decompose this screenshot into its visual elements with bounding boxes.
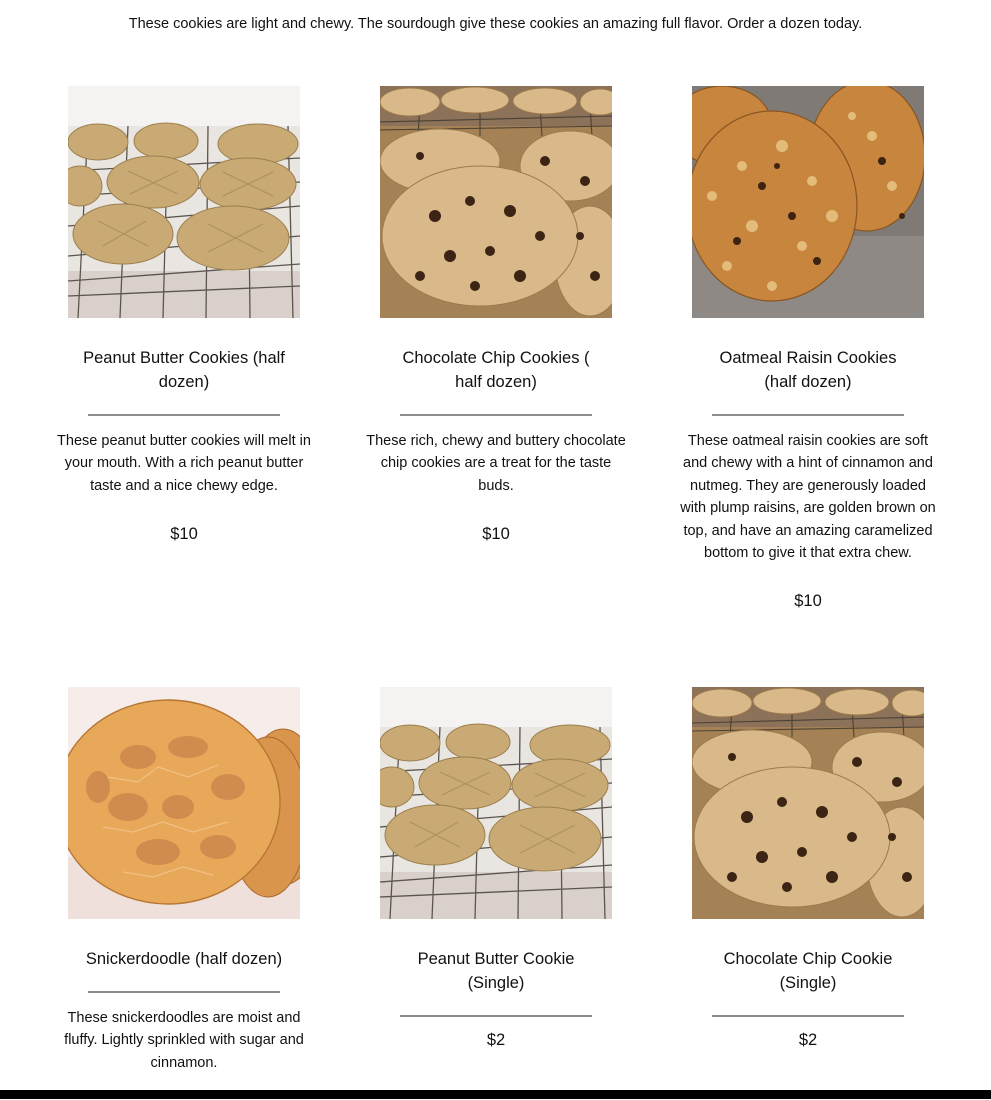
divider [712,1015,904,1017]
product-price: $10 [794,592,822,611]
divider [712,414,904,416]
product-card [340,687,652,1051]
product-title[interactable]: Chocolate Chip Cookies ( half dozen) [402,349,590,391]
product-image-chocolate-chip[interactable] [380,86,612,318]
product-image-chocolate-chip[interactable] [692,687,924,919]
product-price: $2 [798,1031,818,1049]
divider [400,414,592,416]
product-card [652,86,964,612]
product-description: These rich, chewy and buttery chocolate chip cookies are a treat for the taste buds. [366,433,626,494]
footer-bar [0,1090,991,1099]
product-title[interactable]: Oatmeal Raisin Cookies (half dozen) [719,349,897,391]
product-price: $10 [482,525,510,544]
intro-text: These cookies are light and chewy. The sourdough give these cookies an amazing full flavor. Order a dozen today. [128,16,863,32]
product-title[interactable]: Snickerdoodle (half dozen) [85,950,283,968]
product-card [28,687,340,1100]
product-price: $2 [486,1031,506,1049]
product-price: $10 [170,525,198,544]
product-image-peanut-butter[interactable] [68,86,300,318]
product-description: These oatmeal raisin cookies are soft and chewy with a hint of cinnamon and nutmeg. They are generously loaded with plump raisins, are golden brown on top, and have an amazing caramelized bottom to give it that extra chew. [680,433,936,562]
product-image-oatmeal-raisin[interactable] [692,86,924,318]
product-card [28,86,340,545]
divider [400,1015,592,1017]
divider [88,414,280,416]
product-image-peanut-butter[interactable] [380,687,612,919]
divider [88,991,280,993]
product-description: These snickerdoodles are moist and fluffy. Lightly sprinkled with sugar and cinnamon. [64,1010,304,1071]
product-title[interactable]: Peanut Butter Cookie (Single) [417,950,575,992]
product-card [340,86,652,545]
product-description: These peanut butter cookies will melt in your mouth. With a rich peanut butter taste and a nice chewy edge. [57,433,311,494]
product-title[interactable]: Peanut Butter Cookies (half dozen) [83,349,285,391]
product-title[interactable]: Chocolate Chip Cookie (Single) [723,950,893,992]
product-image-snickerdoodle[interactable] [68,687,300,919]
product-card [652,687,964,1051]
